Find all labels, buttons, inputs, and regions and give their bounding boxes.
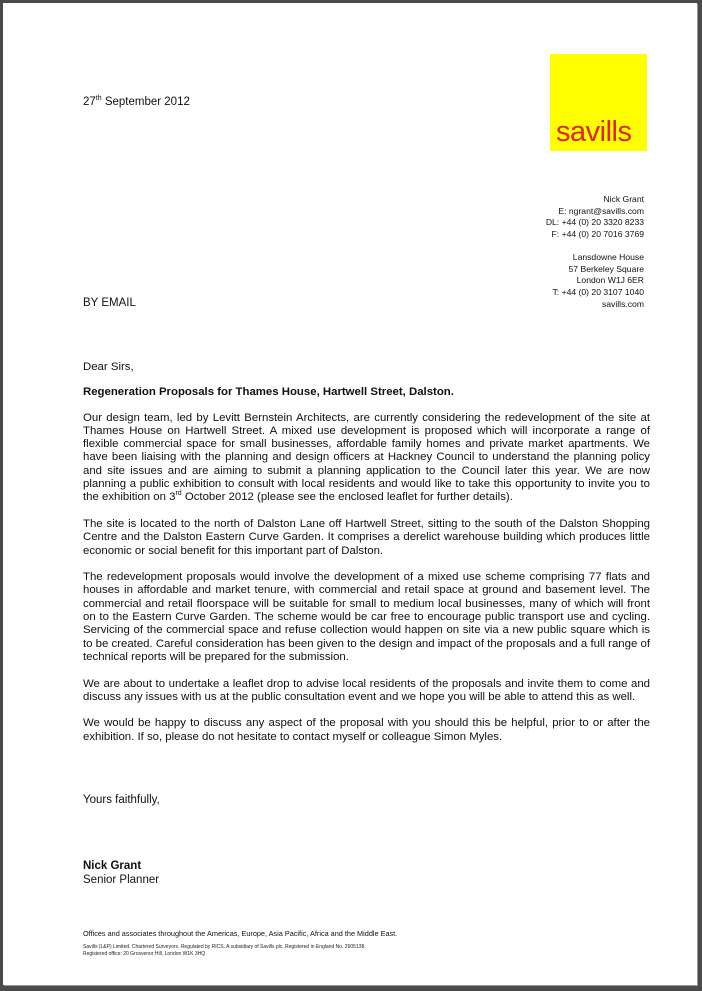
subject-line: Regeneration Proposals for Thames House, Hartwell Street, Dalston. bbox=[83, 386, 454, 399]
footer-legal-line-1: Savills (L&P) Limited. Chartered Surveyors. Regulated by RICS. A subsidiary of Savills plc. Registered in England No. 2605138. bbox=[83, 944, 366, 950]
paragraph-1-text-end: October 2012 (please see the enclosed leaflet for further details). bbox=[181, 491, 513, 504]
letter-page bbox=[3, 3, 697, 985]
contact-email: E: ngrant@savills.com bbox=[558, 205, 644, 216]
paragraph-1 bbox=[83, 412, 650, 505]
date-day: 27 bbox=[83, 96, 96, 108]
address-line-3: London W1J 6ER bbox=[576, 275, 644, 286]
contact-direct-line: DL: +44 (0) 20 3320 8233 bbox=[545, 217, 644, 228]
footer-legal-line-2: Registered office: 20 Grosvenor Hill, London W1K 3HQ bbox=[83, 951, 206, 957]
date-month-year: September 2012 bbox=[101, 96, 190, 108]
contact-telephone: T: +44 (0) 20 3107 1040 bbox=[552, 286, 644, 297]
savills-logo bbox=[550, 54, 647, 151]
signatory-name: Nick Grant bbox=[83, 860, 142, 872]
footer-legal bbox=[83, 944, 366, 958]
paragraph-3: The redevelopment proposals would involve the development of a mixed use scheme comprising 77 flats and houses in affordable and market tenure, with commercial and retail space at ground and basement level. The commercial and retail floorspace will be suitable for small to medium local businesses, many of which will front on to the Eastern Curve Garden. The scheme would be car free to encourage public transport use and cycling. Servicing of the commercial space and refuse collection would happen on site via a new public square which is to be created. Careful consideration has been given to the design and impact of the proposals and a full range of technical reports will be prepared for the submission. bbox=[83, 571, 650, 663]
paragraph-2: The site is located to the north of Dalston Lane off Hartwell Street, sitting to the south of the Dalston Shopping Centre and the Dalston Eastern Curve Garden. It comprises a derelict warehouse building which produces little economic or social benefit for this important part of Dalston. bbox=[83, 517, 650, 557]
letter-body bbox=[83, 361, 650, 757]
date-suffix: th bbox=[95, 95, 102, 102]
signatory-title: Senior Planner bbox=[83, 873, 160, 886]
signature-block bbox=[83, 860, 159, 887]
paragraph-1-text: Our design team, led by Levitt Bernstein Architects, are currently considering the redevelopment of the site at Thames House on Hartwell Street. A mixed use development is proposed which will incorporate a range of flexible commercial space for small businesses, affordable family homes and private market apartments. We have been liaising with the planning and design officers at Hackney Council to understand the planning policy and site issues and are aiming to submit a planning application to the Council later this year. We are now planning a public exhibition to consult with local residents and would like to take this opportunity to invite you to the exhibition on 3 bbox=[83, 411, 650, 504]
delivery-method: BY EMAIL bbox=[83, 297, 136, 309]
address-line-2: 57 Berkeley Square bbox=[568, 263, 644, 274]
logo-text: savills bbox=[556, 116, 632, 148]
sender-contact-block bbox=[546, 194, 644, 310]
paragraph-5: We would be happy to discuss any aspect of the proposal with you should this be helpful, prior to or after the exhibition. If so, please do not hesitate to contact myself or colleague Simon Myles. bbox=[83, 717, 650, 743]
letter-date bbox=[83, 96, 190, 108]
contact-fax: F: +44 (0) 20 7016 3769 bbox=[551, 229, 644, 240]
salutation: Dear Sirs, bbox=[83, 361, 134, 373]
spacer bbox=[546, 241, 644, 252]
footer-offices: Offices and associates throughout the Americas, Europe, Asia Pacific, Africa and the Middle East. bbox=[83, 929, 398, 938]
paragraph-4: We are about to undertake a leaflet drop to advise local residents of the proposals and invite them to come and discuss any issues with us at the public consultation event and we hope you will be able to attend this as well. bbox=[83, 677, 650, 703]
closing: Yours faithfully, bbox=[83, 794, 160, 806]
contact-website: savills.com bbox=[601, 298, 644, 309]
ordinal-suffix: rd bbox=[175, 490, 182, 498]
address-line-1: Lansdowne House bbox=[572, 251, 644, 262]
contact-name: Nick Grant bbox=[603, 194, 644, 204]
